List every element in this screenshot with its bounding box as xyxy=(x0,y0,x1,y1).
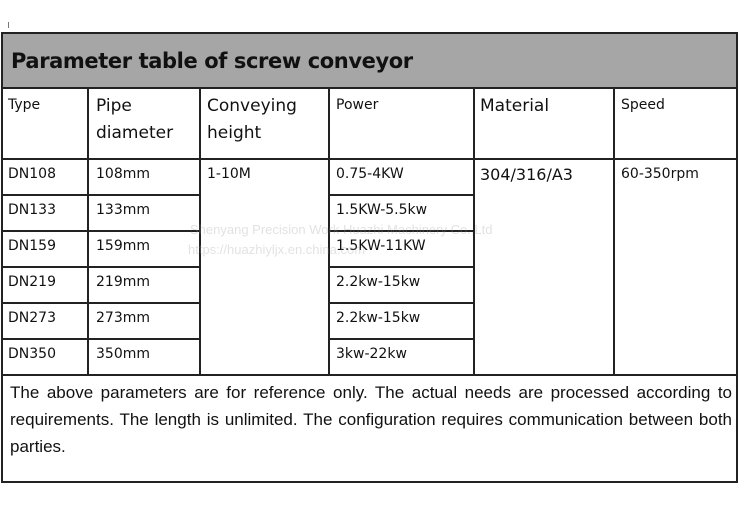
watermark-url: https://huazhiyljx.en.china.com xyxy=(188,242,366,257)
header-conveying-height: Conveying height xyxy=(207,96,297,143)
cell-type: DN108 xyxy=(8,166,56,182)
grid-line xyxy=(613,89,615,375)
cell-diameter: 108mm xyxy=(96,166,150,182)
cell-diameter: 133mm xyxy=(96,202,150,218)
grid-line xyxy=(3,302,87,304)
cell-type: DN133 xyxy=(8,202,56,218)
grid-line xyxy=(3,266,87,268)
cell-type: DN219 xyxy=(8,274,56,290)
corner-mark xyxy=(8,22,9,28)
cell-power: 1.5KW-11KW xyxy=(336,238,426,254)
grid-line xyxy=(329,194,474,196)
cell-power: 0.75-4KW xyxy=(336,166,404,182)
cell-material: 304/316/A3 xyxy=(480,165,573,184)
grid-line xyxy=(3,230,87,232)
header-speed: Speed xyxy=(621,97,665,113)
watermark-company: Shenyang Precision Work Huazhi Machinery Co.,Ltd xyxy=(190,222,493,237)
grid-line xyxy=(329,338,474,340)
grid-line xyxy=(329,266,474,268)
grid-line xyxy=(89,230,201,232)
grid-line xyxy=(329,302,474,304)
cell-diameter: 273mm xyxy=(96,310,150,326)
header-pipe-diameter: Pipe diameter xyxy=(96,96,174,143)
cell-speed: 60-350rpm xyxy=(621,166,699,182)
grid-line xyxy=(87,89,89,375)
header-type: Type xyxy=(8,97,41,113)
table-footnote: The above parameters are for reference only. The actual needs are processed according to requirements. The length is unlimited. The configuration requires communication between both parties. xyxy=(10,383,732,456)
cell-power: 3kw-22kw xyxy=(336,346,407,362)
cell-power: 2.2kw-15kw xyxy=(336,310,421,326)
grid-line xyxy=(89,302,201,304)
grid-line xyxy=(3,158,736,160)
cell-type: DN350 xyxy=(8,346,56,362)
parameter-table xyxy=(1,32,738,483)
grid-line xyxy=(89,338,201,340)
grid-line xyxy=(3,194,87,196)
cell-type: DN159 xyxy=(8,238,56,254)
cell-power: 1.5KW-5.5kw xyxy=(336,202,428,218)
cell-diameter: 159mm xyxy=(96,238,150,254)
cell-conveying-height: 1-10M xyxy=(207,166,251,182)
grid-line xyxy=(89,194,201,196)
cell-power: 2.2kw-15kw xyxy=(336,274,421,290)
grid-line xyxy=(3,338,87,340)
table-title: Parameter table of screw conveyor xyxy=(3,34,736,89)
grid-line xyxy=(89,266,201,268)
header-material: Material xyxy=(480,96,550,116)
cell-type: DN273 xyxy=(8,310,56,326)
cell-diameter: 219mm xyxy=(96,274,150,290)
header-power: Power xyxy=(336,97,379,113)
grid-line xyxy=(3,374,736,376)
cell-diameter: 350mm xyxy=(96,346,150,362)
